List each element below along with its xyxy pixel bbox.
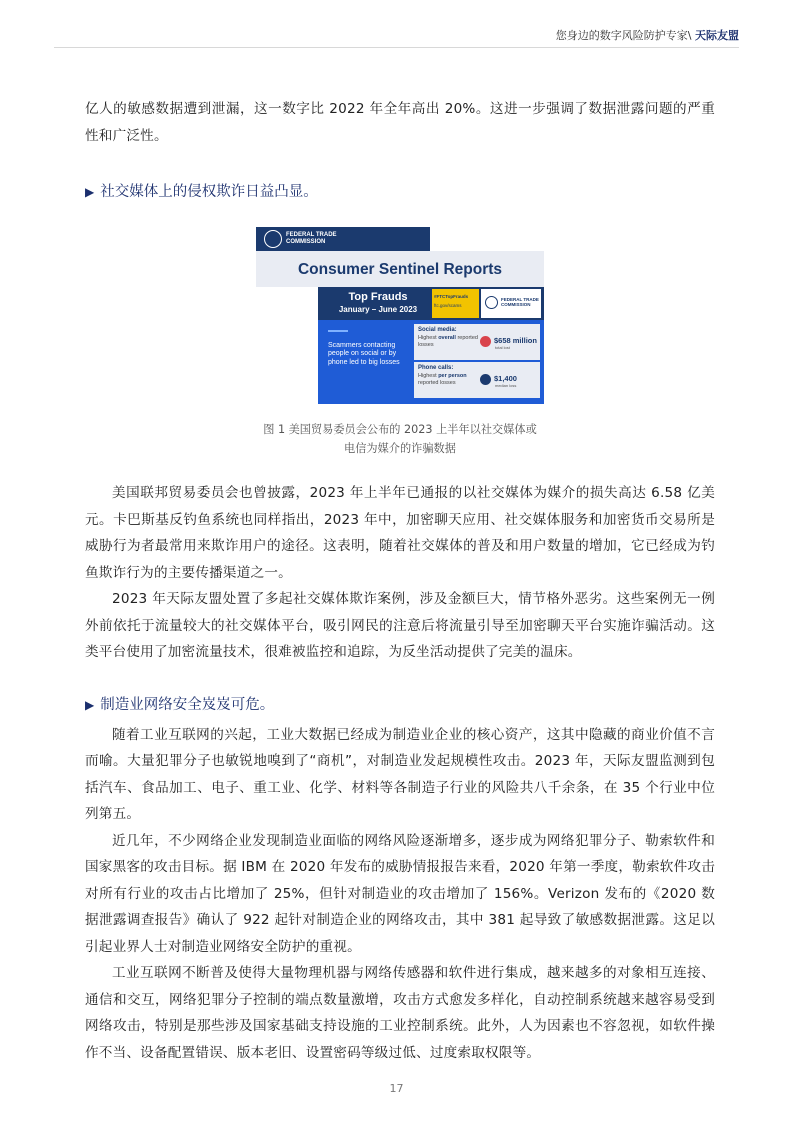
ftc-org-name: FEDERAL TRADE COMMISSION: [286, 232, 337, 245]
card-heading: Phone calls:: [418, 365, 454, 371]
social-media-card: [414, 324, 540, 360]
ftc-seal-icon: [485, 296, 498, 309]
top-frauds-title: Top Frauds: [348, 291, 408, 303]
header-brand: 天际友盟: [695, 29, 739, 42]
ftc-org-name-small: FEDERAL TRADE COMMISSION: [501, 297, 539, 307]
ftc-logo-box: [481, 289, 541, 318]
accent-dash: [328, 330, 348, 332]
ftc-seal-icon: [264, 230, 282, 248]
header-divider: [54, 47, 739, 48]
page-header: [556, 27, 739, 43]
section-heading-social-media: [85, 179, 715, 205]
card-body: Highest per person reported losses: [418, 373, 467, 386]
report-title: Consumer Sentinel Reports: [297, 261, 503, 278]
triangle-bullet-icon: ▶: [85, 697, 95, 712]
heading-text: 制造业网络安全岌岌可危。: [100, 696, 275, 713]
top-frauds-dates: January – June 2023: [338, 305, 418, 314]
paragraph: 工业互联网不断普及使得大量物理机器与网络传感器和软件进行集成，越来越多的对象相互连接、通信和交互，网络犯罪分子控制的端点数量激增，攻击方式愈发多样化，自动控制系统越来越容易受到网络攻击，特别是那些涉及国家基础支持设施的工业控制系统。此外，人为因素也不容忽视，如软件操作不当、设备配置错误、版本老旧、设置密码等级过低、过度索取权限等。: [85, 965, 715, 1061]
highlight-text: Scammers contacting people on social or by phone led to big losses: [328, 342, 400, 366]
section-heading-manufacturing: [85, 692, 715, 718]
figure-container: [85, 205, 715, 458]
paragraph: 近几年，不少网络企业发现制造业面临的网络风险逐渐增多，逐步成为网络犯罪分子、勒索软件和国家黑客的攻击目标。据 IBM 在 2020 年发布的威胁情报报告来看，2020 年第一季度，勒索软件攻击对所有行业的攻击占比增加了 25%，但针对制造业的攻击增加了 156%。Verizon 发布的《2020 数据泄露调查报告》确认了 922 起针对制造企业的网络攻击，其中 381 起导致了敏感数据泄露。这足以引起业界人士对制造业网络安全防护的重视。: [85, 832, 715, 955]
card-body: Highest overall reported losses: [418, 335, 478, 348]
scams-url: ftc.gov/scams: [434, 303, 462, 308]
card-subtext: median loss: [495, 383, 517, 388]
caption-line: 图 1 美国贸易委员会公布的 2023 上半年以社交媒体或: [263, 423, 537, 436]
card-value: $1,400: [494, 374, 517, 383]
caption-line: 电信为媒介的诈骗数据: [344, 442, 456, 455]
heading-text: 社交媒体上的侵权欺诈日益凸显。: [100, 184, 318, 200]
header-tagline: 您身边的数字风险防护专家\: [555, 29, 692, 42]
phone-icon: [480, 374, 491, 385]
card-subtext: total lost: [495, 345, 510, 350]
phone-calls-card: [414, 362, 540, 398]
triangle-bullet-icon: ▶: [85, 185, 95, 199]
paragraph: 美国联邦贸易委员会也曾披露，2023 年上半年已通报的以社交媒体为媒介的损失高达 6.58 亿美元。卡巴斯基反钓鱼系统也同样指出，2023 年中，加密聊天应用、社交媒体服务和加密货币交易所是威胁行为者最常用来欺诈用户的途径。这表明，随着社交媒体的普及和用户数量的增加，它已经成为钓鱼欺诈行为的主要传播渠道之一。: [85, 485, 715, 581]
ftc-header-bar: [256, 227, 430, 251]
paragraph: 2023 年天际友盟处置了多起社交媒体欺诈案例，涉及金额巨大，情节格外恶劣。这些案例无一例外前依托于流量较大的社交媒体平台，吸引网民的注意后将流量引导至加密聊天平台实施诈骗活动。这类平台使用了加密流量技术，很难被监控和追踪，为反坐活动提供了完美的温床。: [85, 591, 715, 660]
card-value: $658 million: [494, 336, 537, 345]
paragraph: 随着工业互联网的兴起，工业大数据已经成为制造业企业的核心资产，这其中隐藏的商业价值不言而喻。大量犯罪分子也敏锐地嗅到了“商机”，对制造业发起规模性攻击。2023 年，天际友盟监测到包括汽车、食品加工、电子、重工业、化学、材料等各制造子行业的风险共八千余条，在 35 个行业中位列第五。: [85, 726, 715, 822]
ftc-report-image: [256, 227, 544, 404]
social-like-icon: [480, 336, 491, 347]
paragraph-continued: 亿人的敏感数据遭到泄漏，这一数字比 2022 年全年高出 20%。这进一步强调了数据泄露问题的严重性和广泛性。: [85, 101, 715, 144]
card-heading: Social media:: [418, 327, 457, 333]
figure-caption: [263, 420, 537, 458]
hashtag-text: #FTCTopFrauds: [434, 294, 469, 299]
hashtag-box: [432, 289, 479, 318]
page-content: [85, 96, 715, 1066]
page-number: 17: [389, 1082, 404, 1095]
